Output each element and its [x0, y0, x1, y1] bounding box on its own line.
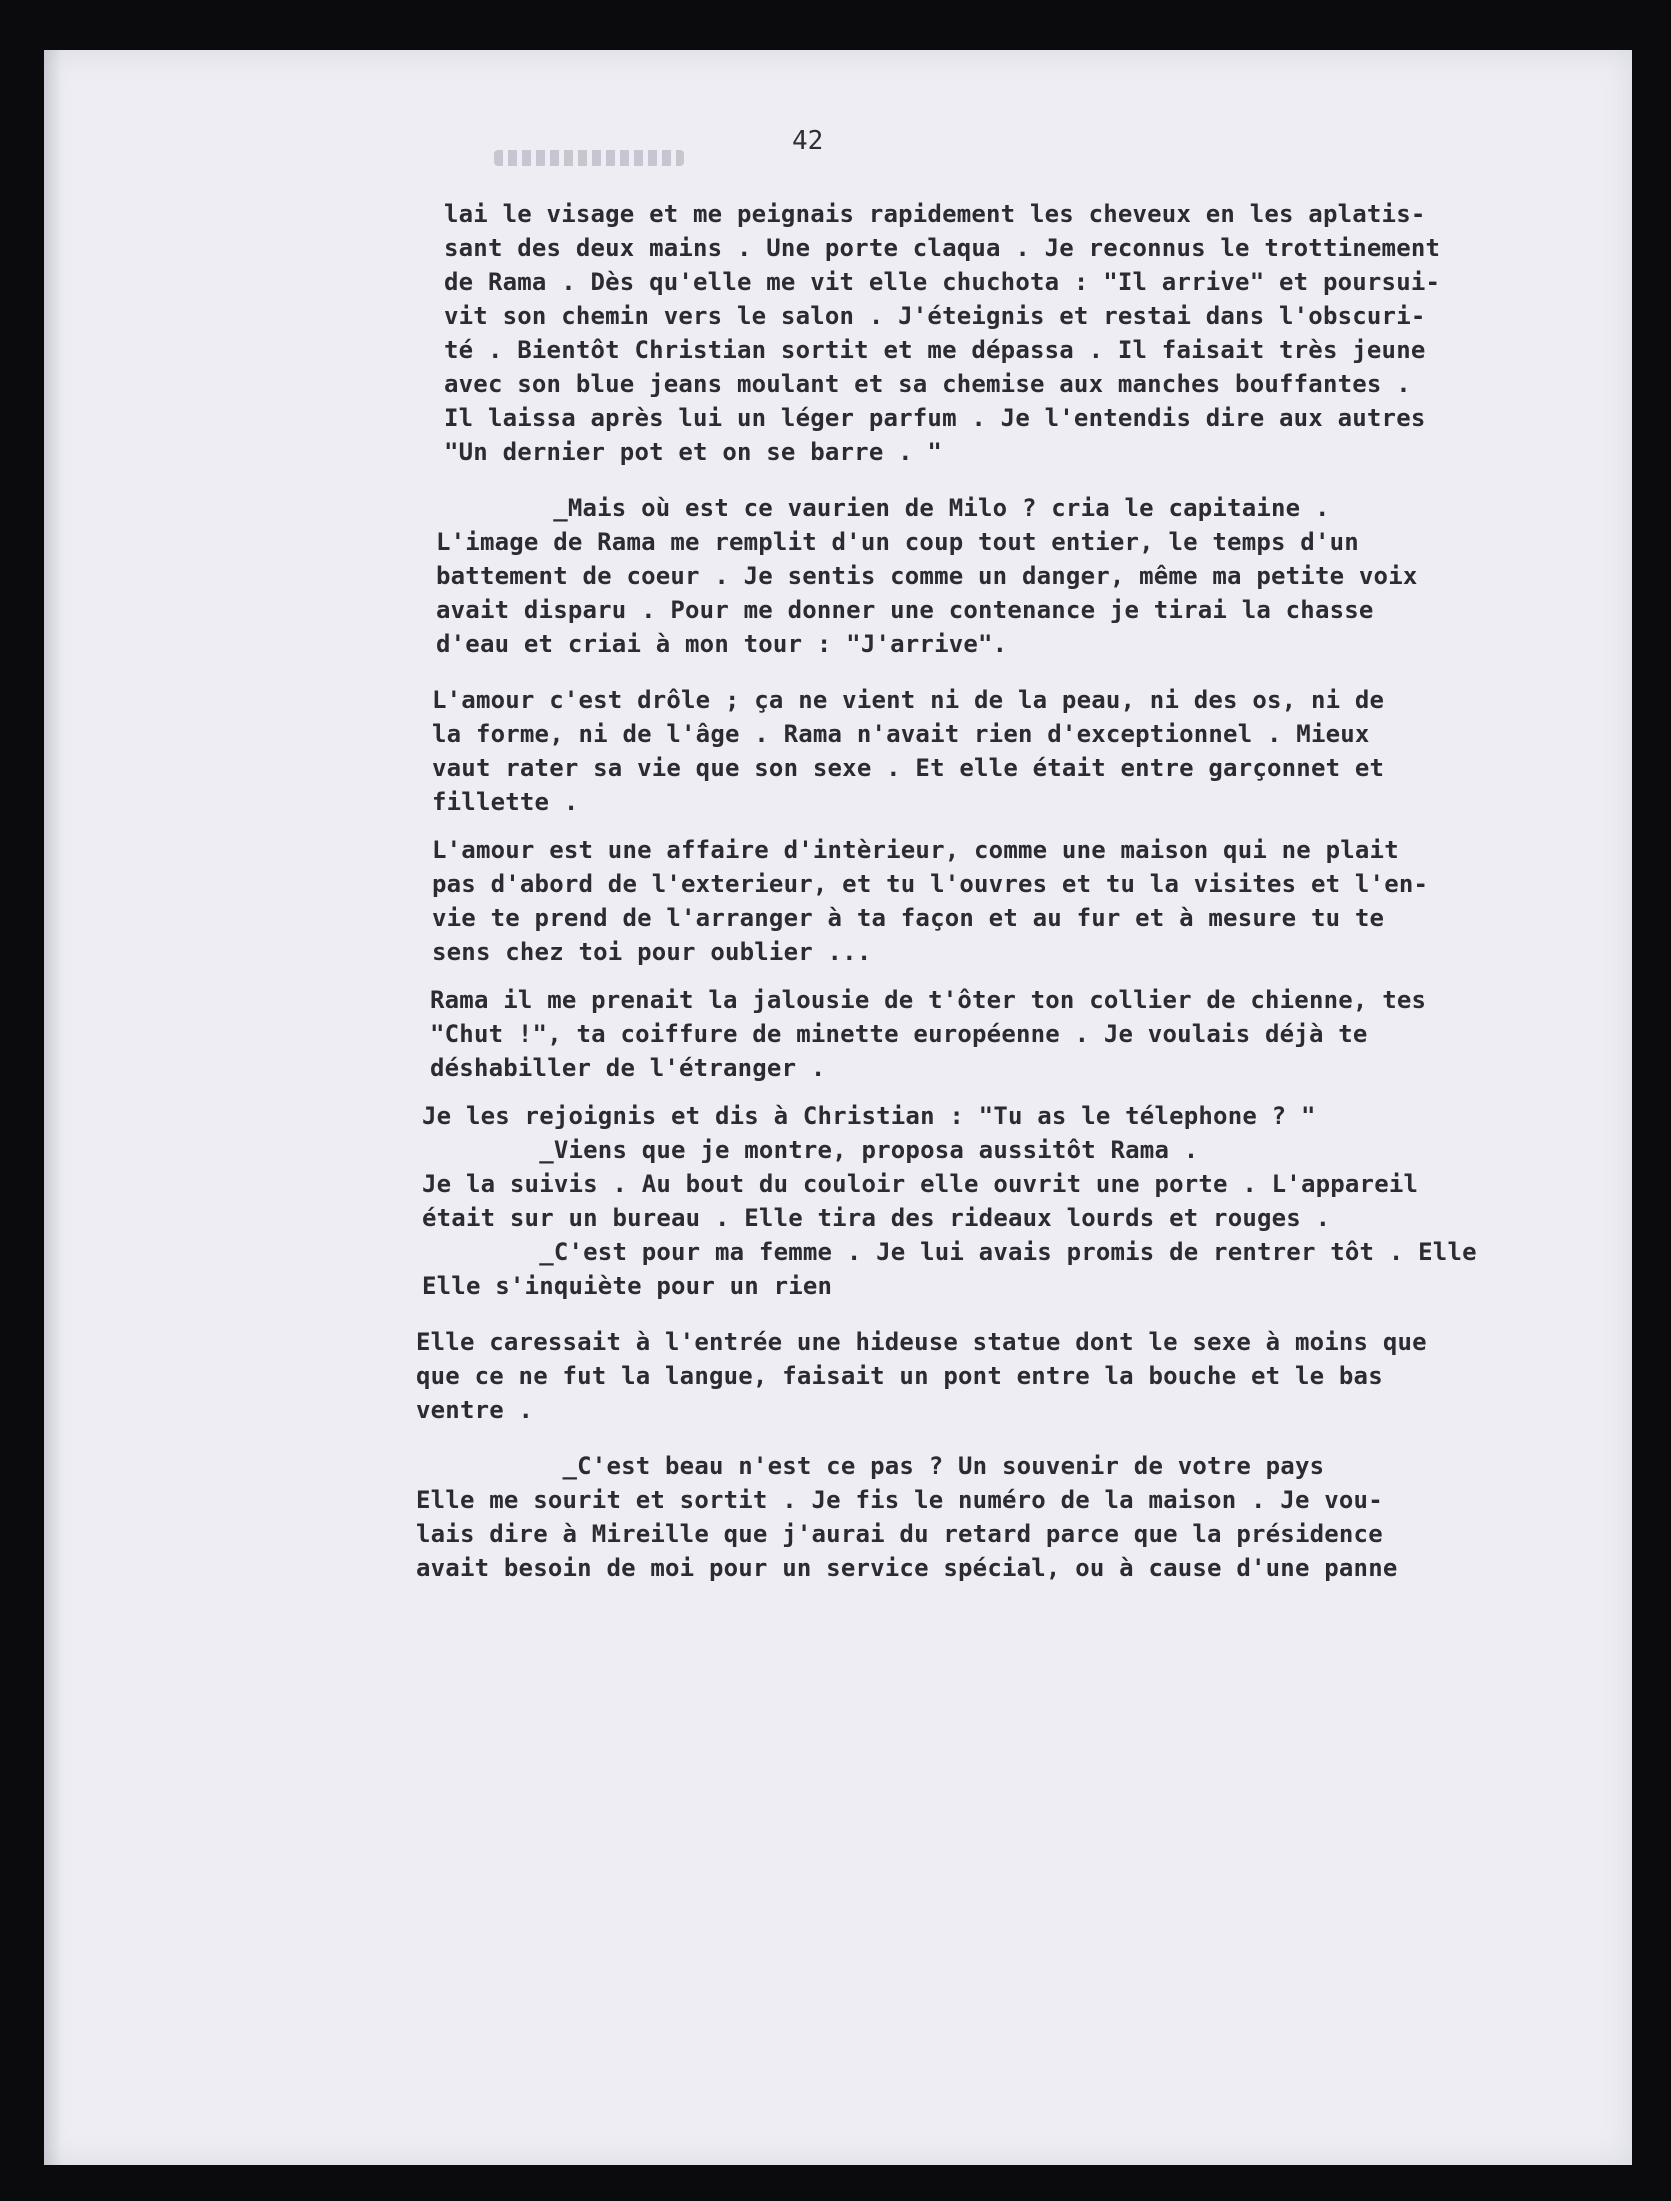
text-line: pas d'abord de l'exterieur, et tu l'ouvres et tu la visites et l'en- [432, 870, 1429, 898]
text-line: sant des deux mains . Une porte claqua . Je reconnus le trottinement [444, 234, 1441, 262]
text-line: Je la suivis . Au bout du couloir elle ouvrit une porte . L'appareil [422, 1170, 1419, 1198]
faded-typing-mark [494, 150, 684, 166]
text-line: L'amour c'est drôle ; ça ne vient ni de la peau, ni des os, ni de [432, 686, 1385, 714]
text-line: Elle caressait à l'entrée une hideuse statue dont le sexe à moins que [416, 1328, 1427, 1356]
text-line: Il laissa après lui un léger parfum . Je l'entendis dire aux autres [444, 404, 1426, 432]
text-line: "Un dernier pot et on se barre . " [444, 438, 943, 466]
text-line: avait disparu . Pour me donner une contenance je tirai la chasse [436, 596, 1374, 624]
text-line: "Chut !", ta coiffure de minette européenne . Je voulais déjà te [430, 1020, 1368, 1048]
text-line: fillette . [432, 788, 579, 816]
text-line: lais dire à Mireille que j'aurai du retard parce que la présidence [416, 1520, 1383, 1548]
paragraph [432, 833, 1632, 969]
text-line: L'image de Rama me remplit d'un coup tout entier, le temps d'un [436, 528, 1359, 556]
text-line: vaut rater sa vie que son sexe . Et elle était entre garçonnet et [432, 754, 1385, 782]
page-number: 42 [792, 126, 824, 156]
text-line: que ce ne fut la langue, faisait un pont entre la bouche et le bas [416, 1362, 1383, 1390]
typewritten-page [44, 50, 1632, 2165]
text-line: _Mais où est ce vaurien de Milo ? cria le capitaine . [436, 494, 1330, 522]
text-line: té . Bientôt Christian sortit et me dépassa . Il faisait très jeune [444, 336, 1426, 364]
text-line: déshabiller de l'étranger . [430, 1054, 826, 1082]
text-line: de Rama . Dès qu'elle me vit elle chuchota : "Il arrive" et poursui- [444, 268, 1441, 296]
paragraph [416, 1325, 1632, 1427]
text-line: L'amour est une affaire d'intèrieur, comme une maison qui ne plait [432, 836, 1399, 864]
paragraph [416, 1449, 1632, 1585]
paragraph [444, 197, 1632, 469]
text-line: Elle me sourit et sortit . Je fis le numéro de la maison . Je vou- [416, 1486, 1383, 1514]
text-line: était sur un bureau . Elle tira des rideaux lourds et rouges . [422, 1204, 1331, 1232]
text-line: Je les rejoignis et dis à Christian : "Tu as le télephone ? " [422, 1102, 1316, 1130]
body-text [416, 197, 1632, 1585]
text-line: vie te prend de l'arranger à ta façon et au fur et à mesure tu te [432, 904, 1385, 932]
text-line: la forme, ni de l'âge . Rama n'avait rien d'exceptionnel . Mieux [432, 720, 1370, 748]
text-line: vit son chemin vers le salon . J'éteignis et restai dans l'obscuri- [444, 302, 1426, 330]
text-line: _C'est pour ma femme . Je lui avais promis de rentrer tôt . Elle [422, 1238, 1477, 1266]
text-line: Elle s'inquiète pour un rien [422, 1272, 833, 1300]
text-line: d'eau et criai à mon tour : "J'arrive". [436, 630, 1008, 658]
paragraph [430, 983, 1632, 1085]
paragraph [422, 1099, 1632, 1303]
text-line: ventre . [416, 1396, 534, 1424]
text-line: lai le visage et me peignais rapidement les cheveux en les aplatis- [444, 200, 1426, 228]
text-line: _C'est beau n'est ce pas ? Un souvenir de votre pays [416, 1452, 1325, 1480]
text-line: battement de coeur . Je sentis comme un danger, même ma petite voix [436, 562, 1418, 590]
text-line: avait besoin de moi pour un service spécial, ou à cause d'une panne [416, 1554, 1398, 1582]
text-line: avec son blue jeans moulant et sa chemise aux manches bouffantes . [444, 370, 1411, 398]
paragraph [436, 491, 1632, 661]
text-line: Rama il me prenait la jalousie de t'ôter ton collier de chienne, tes [430, 986, 1427, 1014]
paragraph [432, 683, 1632, 819]
text-line: sens chez toi pour oublier ... [432, 938, 872, 966]
text-line: _Viens que je montre, proposa aussitôt Rama . [422, 1136, 1199, 1164]
